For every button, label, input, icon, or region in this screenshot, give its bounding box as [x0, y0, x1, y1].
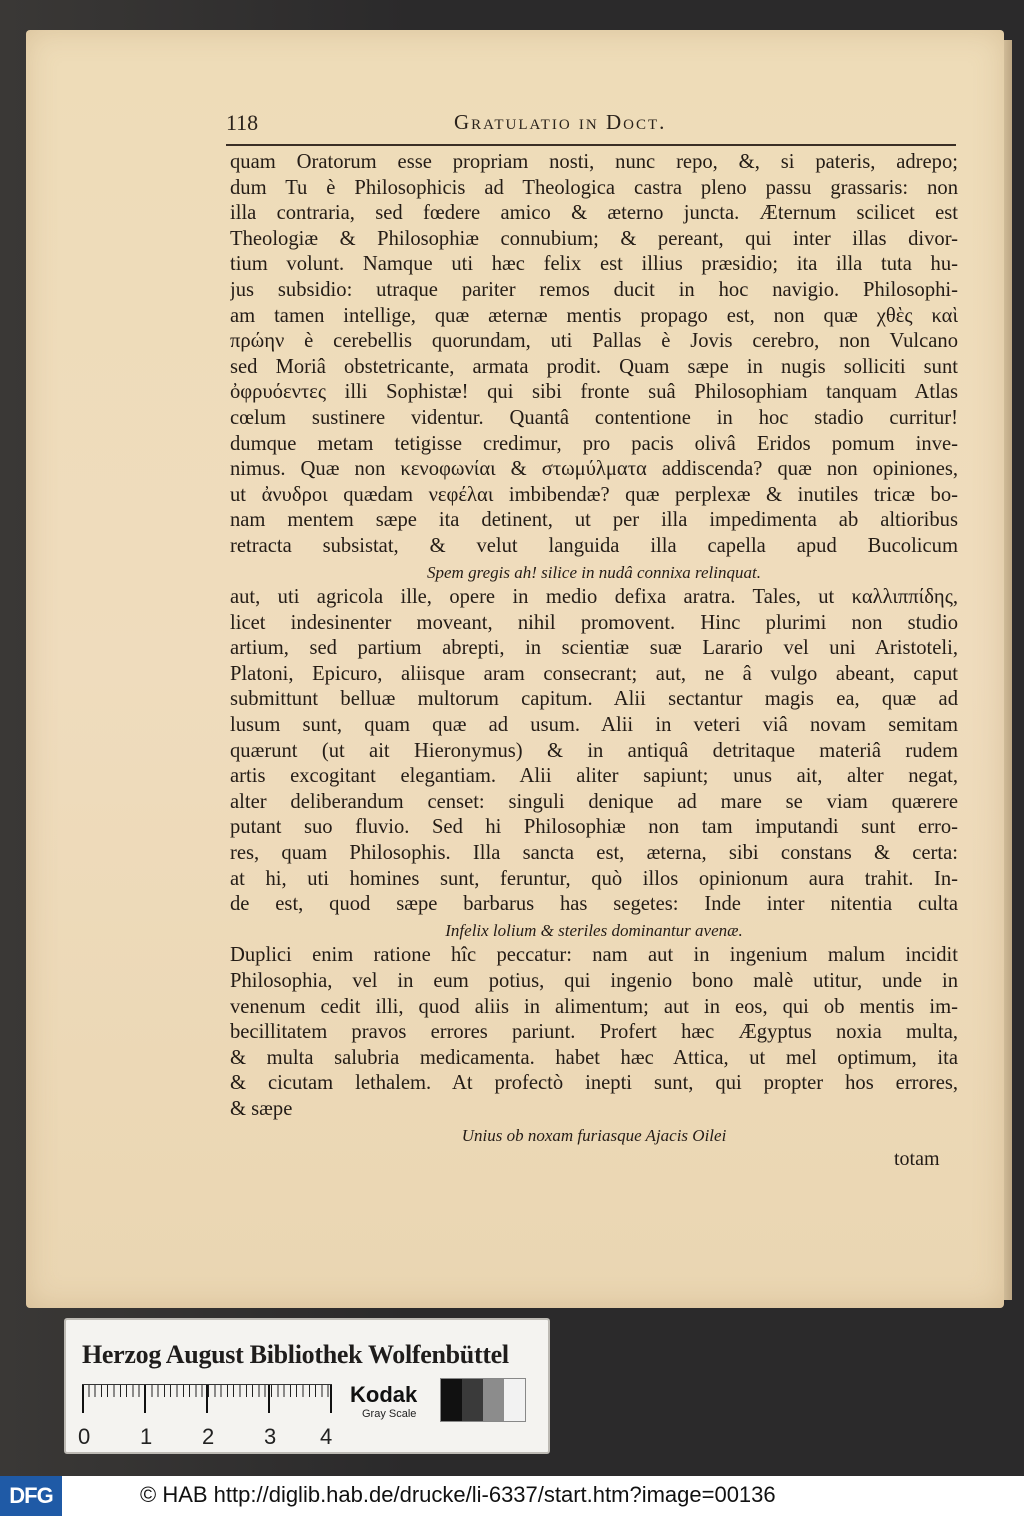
text-line: lusum sunt, quam quæ ad usum. Alii in veteri viâ novam semitam — [230, 714, 958, 737]
text-line: Duplici enim ratione hîc peccatur: nam aut in ingenium malum incidit — [230, 944, 958, 967]
text-line: putant suo fluvio. Sed hi Philosophiæ non tam imputandi sunt erro- — [230, 816, 958, 839]
verse-quotation: Infelix lolium & steriles dominantur avenæ. — [445, 920, 743, 940]
text-line: quærunt (ut ait Hieronymus) & in antiquâ detritaque materiâ rudem — [230, 739, 958, 762]
library-name: Herzog August Bibliothek Wolfenbüttel — [82, 1340, 509, 1369]
text-line: submittunt belluæ multorum capitum. Alii sectantur magis ea, quæ ad — [230, 688, 958, 711]
catchword: totam — [894, 1148, 940, 1170]
ruler-tick — [144, 1385, 146, 1413]
ruler-number: 2 — [202, 1424, 215, 1449]
dfg-logo: DFG — [0, 1476, 62, 1516]
text-line: am tamen intellige, quæ æternæ mentis propago est, non quæ χθὲς καὶ — [230, 304, 958, 327]
scale-ruler — [82, 1384, 332, 1419]
text-line: Theologiæ & Philosophiæ connubium; & pereant, qui inter illas divor- — [230, 227, 958, 250]
text-line: & cicutam lethalem. At profectò inepti sunt, qui propter hos errores, — [230, 1072, 958, 1095]
verse-quotation: Spem gregis ah! silice in nudâ connixa relinquat. — [427, 562, 761, 582]
ruler-tick — [268, 1385, 270, 1413]
text-line: at hi, uti homines sunt, feruntur, quò illos opinionum aura trahit. In- — [230, 867, 958, 890]
ruler-tick — [82, 1385, 84, 1413]
verse-quotation: Unius ob noxam furiasque Ajacis Oilei — [461, 1125, 727, 1145]
text-line: de est, quod sæpe barbarus has segetes: Inde inter nitentia culta — [230, 893, 958, 916]
text-line: jus subsidio: utraque pariter remos ducit in hoc navigio. Philosophi- — [230, 278, 958, 301]
running-title: Gratulatio in Doct. — [454, 110, 667, 134]
footer-bar — [0, 1476, 1024, 1516]
text-line: & multa salubria medicamenta. habet hæc Attica, ut mel optimum, ita — [230, 1046, 958, 1069]
text-line: venenum cedit illi, quod aliis in alimentum; aut in eos, qui ob mentis im- — [230, 995, 958, 1018]
color-calibration-bar — [64, 1318, 550, 1454]
text-line: cœlum sustinere videntur. Quantâ contentione in hoc stadio curritur! — [230, 406, 958, 429]
ruler-number: 0 — [78, 1424, 91, 1449]
text-line: ut ἀνυδροι quædam νεφέλαι imbibendæ? quæ perplexæ & inutiles tricæ bo- — [230, 483, 958, 506]
text-line: πρώην è cerebellis quorundam, uti Pallas è Jovis cerebro, non Vulcano — [230, 330, 958, 353]
text-line: dum Tu è Philosophicis ad Theologica castra pleno passu grassaris: non — [230, 176, 958, 199]
text-line: quam Oratorum esse propriam nosti, nunc repo, &, si pateris, adrepo; — [230, 151, 958, 173]
text-line: nam mentem sæpe ita detinent, ut per illa impedimenta ab altioribus — [230, 509, 958, 532]
text-line: aut, uti agricola ille, opere in medio defixa aratra. Tales, ut καλλιππίδης, — [230, 586, 958, 609]
text-line: sed Moriâ obstetricante, armata prodit. Quam sæpe in nugis solliciti sunt — [230, 355, 958, 378]
gray-swatch — [441, 1379, 462, 1421]
text-line: alter deliberandum censet: singuli denique ad mare se viam quærere — [230, 790, 958, 813]
text-line: dumque metam tetigisse credimur, pro pacis olivâ Eridos pomum inve- — [230, 432, 958, 455]
text-line: Platoni, Epicuro, aliisque aram consecrant; aut, ne â vulgo abeant, caput — [230, 662, 958, 685]
ruler-tick — [330, 1385, 332, 1413]
text-line: res, quam Philosophis. Illa sancta est, æterna, sibi constans & certa: — [230, 842, 958, 865]
ruler-number: 1 — [140, 1424, 153, 1449]
ruler-tick — [206, 1385, 208, 1413]
page-header — [226, 110, 956, 146]
ruler-number: 3 — [264, 1424, 277, 1449]
kodak-logo: Kodak — [350, 1382, 418, 1407]
text-line: artis excogitant elegantiam. Alii aliter sapiunt; unus ait, alter negat, — [230, 765, 958, 788]
ruler-number: 4 — [320, 1424, 333, 1449]
text-line: artium, sed partium abrepti, in scientiæ suæ Larario vel uni Aristoteli, — [230, 637, 958, 660]
text-line: ὀφρυόεντες illi Sophistæ! qui sibi fronte suâ Philosophiam tanquam Atlas — [230, 381, 958, 404]
text-line: retracta subsistat, & velut languida illa capella apud Bucolicum — [230, 534, 958, 557]
text-line: tium volunt. Namque uti hæc felix est illius præsidio; ita illa tuta hu- — [230, 253, 958, 276]
gray-swatch — [483, 1379, 504, 1421]
copyright-link[interactable]: © HAB http://diglib.hab.de/drucke/li-6337/start.htm?image=00136 — [140, 1482, 776, 1507]
gray-swatch — [462, 1379, 483, 1421]
page-text — [230, 150, 958, 1148]
text-line: illa contraria, sed fœdere amico & æterno juncta. Æternum scilicet est — [230, 202, 958, 225]
gray-swatch — [504, 1379, 525, 1421]
gray-swatches — [440, 1378, 526, 1422]
text-line: nimus. Quæ non κενοφωνίαι & στωμύλματα addiscenda? quæ non opiniones, — [230, 458, 958, 481]
page-number: 118 — [226, 110, 259, 135]
text-line: & sæpe — [230, 1097, 293, 1120]
gray-scale-label: Gray Scale — [362, 1408, 417, 1420]
text-line: becillitatem pravos errores pariunt. Profert hæc Ægyptus noxia multa, — [230, 1021, 958, 1044]
text-line: licet indesinenter moveant, nihil promovent. Hinc plurimi non studio — [230, 611, 958, 634]
text-line: Philosophia, vel in eum potius, qui ingenio bono malè utitur, unde in — [230, 970, 958, 992]
